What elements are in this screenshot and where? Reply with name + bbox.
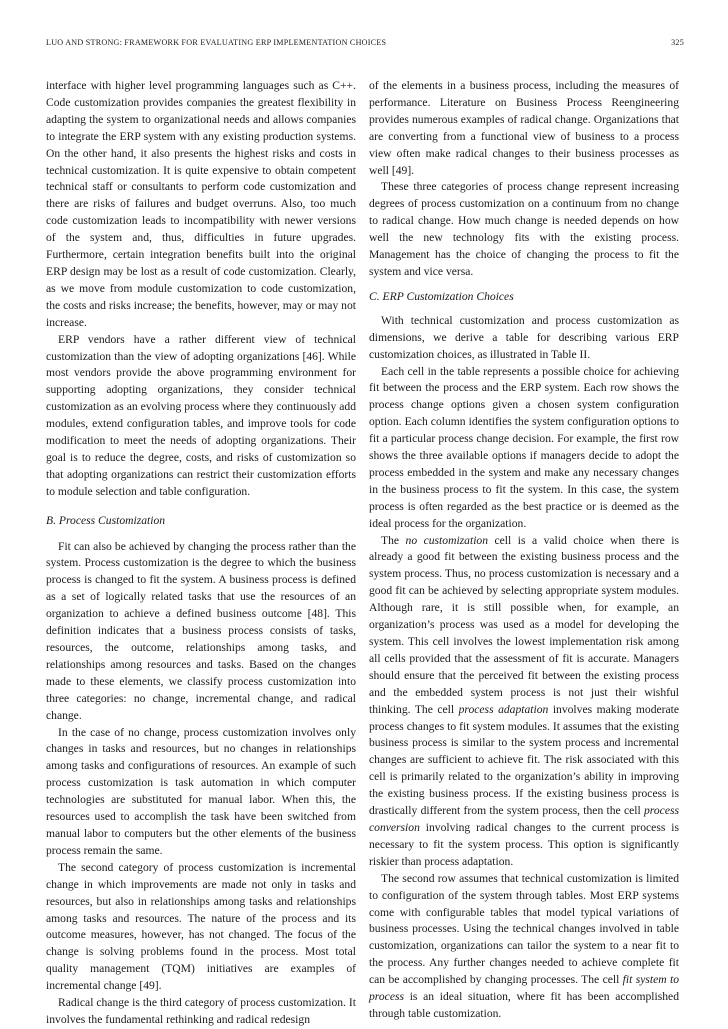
paragraph: [369, 533, 679, 871]
term-process-adaptation: process adaptation: [458, 702, 549, 716]
paragraph: [369, 871, 679, 1023]
section-heading-process-customization: B. Process Customization: [46, 513, 166, 527]
text-run: The second row assumes that technical customization is limited to configuration of the system through tables. Most ERP systems come with configurable tables that model typical variations of business processes. Using the technical changes involved in table customization, organizations can tailor the system to a near fit to the process. Any further changes needed to achieve complete fit can be accomplished by changing processes. The cell: [369, 871, 679, 987]
paragraph: With technical customization and process customization as dimensions, we derive a table for describing various ERP customization choices, as illustrated in Table II.: [369, 313, 679, 361]
text-run: The: [381, 533, 406, 547]
paragraph: Radical change is the third category of process customization. It involves the fundamental rethinking and radical redesign: [46, 996, 356, 1026]
paragraph: of the elements in a business process, including the measures of performance. Literature on Business Process Reengineering provides numerous examples of radical change. Organizations that are converting from a functional view of business to a process view often make radical changes to their business processes as well [49].: [369, 79, 679, 177]
text-run: involves making moderate process changes to fit system modules. It assumes that the existing business process is similar to the system process and incremental changes are sufficient to achieve fit. The risk associated with this cell is primarily related to the organization’s ability in improving the existing business process. If the existing business process is drastically different from the system process, then the cell: [369, 702, 680, 818]
paragraph: The second category of process customization is incremental change in which improvements are made not only in tasks and resources, but also in relationships among tasks and relationships among tasks and resources. The nature of the process and its outcome measures, however, has not changed. The focus of the change is solving problems found in the process. Most total quality management (TQM) initiatives are examples of incremental change [49].: [46, 860, 356, 993]
term-fit-system-to-process: fit system to process: [369, 973, 679, 1004]
text-run: cell is a valid choice when there is already a good fit between the existing business process and the system process. Thus, no process customization is necessary and a good fit can be achieved by selecting appropriate system modules. Although rare, it is still possible when, for example, an organization’s process was used as a model for developing the system. This cell involves the lowest implementation risk among all cells provided that the assessment of fit is accurate. Managers should ensure that the perceived fit between the existing process and the embedded system process is not just their wishful thinking. The cell: [369, 533, 679, 716]
paragraph: In the case of no change, process customization involves only changes in tasks and resources, but no changes in relationships among tasks and configurations of resources. An example of such process customization is task automation in which computer technologies are substituted for manual labor. When this, the resources used to accomplish the task have been switched from manual labor to computers but the other elements of the business process remain the same.: [46, 725, 356, 857]
term-no-customization: no customization: [405, 533, 489, 547]
paragraph: interface with higher level programming languages such as C++. Code customization provides companies the greatest flexibility in adapting the system to organizational needs and allows companies to integrate the ERP system with any existing production systems. On the other hand, it also presents the highest risks and costs in technical customization. It is quite expensive to obtain competent technical staff or consultants to perform code customization and there are risks of failures and budget overruns. Also, too much code customization leads to incompatibility with newer versions of the system and, thus, difficulties in future upgrades. Furthermore, certain integration benefits built into the original ERP design may be lost as a result of code customization. Clearly, as we move from module customization to code customization, the costs and risks increase; the benefits, however, may or may not increase.: [46, 79, 356, 329]
running-header: [46, 38, 684, 47]
paragraph: Fit can also be achieved by changing the process rather than the system. Process customization is the degree to which the business process is changed to fit the system. A business process is defined as a set of logically related tasks that use the resources of an organization to achieve a defined business outcome [48]. This definition indicates that a business process consists of tasks, resources, the outcome, relationships among tasks, and relationships among resources and tasks. Based on the changes made to these elements, we classify process customization into three categories: no change, incremental change, and radical change.: [46, 539, 356, 722]
left-column: [46, 78, 356, 1029]
paragraph: Each cell in the table represents a possible choice for achieving fit between the process and the ERP system. Each row shows the process change options given a chosen system configuration option. Each column identifies the system configuration options to fit a particular process change decision. For example, the first row shows the three available options if managers decide to adopt the process embedded in the system and make any necessary changes in the business process to fit the system. In this case, the system process is often regarded as the best practice or is deemed as the ideal process for the organization.: [369, 364, 679, 530]
paragraph: These three categories of process change represent increasing degrees of process customization on a continuum from no change to radical change. How much change is needed depends on how well the new technology fits with the existing process. Management has the choice of changing the process to fit the system and vice versa.: [369, 180, 679, 278]
running-title: LUO AND STRONG: FRAMEWORK FOR EVALUATING ERP IMPLEMENTATION CHOICES: [46, 38, 387, 47]
text-run: involving radical changes to the current process is necessary to fit the system process. This option is significantly riskier than process adaptation.: [369, 820, 679, 868]
paragraph: ERP vendors have a rather different view of technical customization than the view of adopting organizations [46]. While most vendors provide the above programming environment for supporting adopting organizations, they consider technical customization as an evolving process where they continuously add modules, extend configuration tables, and improve tools for code modification to meet the needs of adopting organizations. Their goal is to reduce the degree, costs, and risks of customization so that adopting organizations can restrict their customization efforts to module selection and table configuration.: [46, 332, 356, 498]
section-heading-erp-customization-choices: C. ERP Customization Choices: [369, 289, 514, 303]
text-run: is an ideal situation, where fit has been accomplished through table customization.: [369, 990, 679, 1020]
term-process-conversion: process conversion: [369, 804, 679, 834]
page-number: 325: [671, 38, 684, 47]
right-column: [369, 78, 679, 1023]
